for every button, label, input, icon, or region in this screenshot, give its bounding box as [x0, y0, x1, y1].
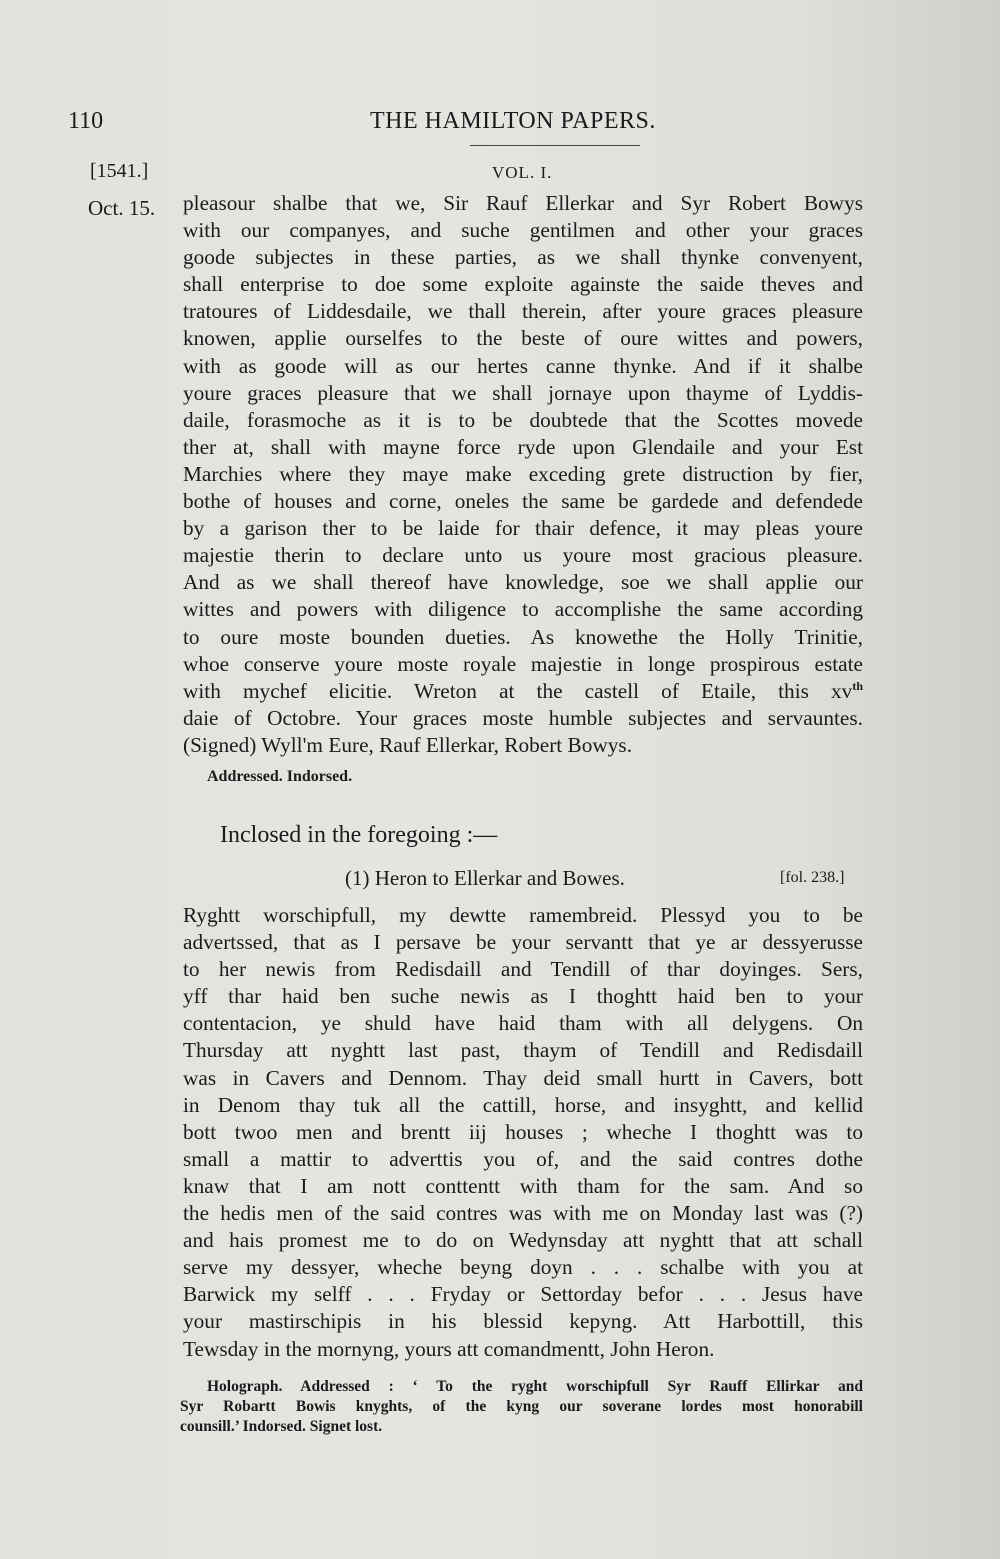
text-line: with as goode will as our hertes canne thynke. And if it shalbe: [183, 353, 863, 378]
text-line: wittes and powers with diligence to accomplishe the same according: [183, 597, 863, 622]
text-line: (Signed) Wyll'm Eure, Rauf Ellerkar, Robert Bowys.: [183, 732, 633, 757]
text-line: Holograph. Addressed : ‘ To the ryght worschipfull Syr Rauff Ellirkar and: [207, 1378, 863, 1395]
volume-label: VOL. I.: [492, 163, 553, 182]
text-line: daie of Octobre. Your graces moste humble subjectes and servauntes.: [183, 705, 863, 730]
folio-reference: [fol. 238.]: [780, 869, 845, 886]
text-line: in Denom thay tuk all the cattill, horse, and insyghtt, and kellid: [183, 1092, 863, 1117]
text-line: youre graces pleasure that we shall jornaye upon thayme of Lyddis-: [183, 380, 863, 405]
page-number: 110: [68, 108, 104, 134]
letter-two-note: [180, 1377, 863, 1437]
text-line: tratoures of Liddesdaile, we thall therein, after youre graces pleasure: [183, 299, 863, 324]
text-line: ther at, shall with mayne force ryde upon Glendaile and your Est: [183, 434, 863, 459]
margin-date: Oct. 15.: [88, 196, 156, 220]
text-line: Marchies where they maye make exceding grete distruction by fier,: [183, 461, 863, 486]
text-line: Barwick my selff . . . Fryday or Settorday befor . . . Jesus have: [183, 1282, 863, 1307]
running-title: THE HAMILTON PAPERS.: [370, 108, 656, 134]
text-line: goode subjectes in these parties, as we shall thynke convenyent,: [183, 245, 863, 270]
text-line: majestie therin to declare unto us youre most gracious pleasure.: [183, 543, 863, 568]
text-line: Thursday att nyghtt last past, thaym of Tendill and Redisdaill: [183, 1038, 863, 1063]
text-line: And as we shall thereof have knowledge, soe we shall applie our: [183, 570, 863, 595]
superscript: th: [852, 678, 863, 693]
text-line: contentacion, ye shuld have haid tham with all delygens. On: [183, 1011, 863, 1036]
text-line: bott twoo men and brentt iij houses ; wheche I thoghtt was to: [183, 1119, 863, 1144]
text-line: daile, forasmoche as it is to be doubtede that the Scottes movede: [183, 407, 863, 432]
text-line: by a garison ther to be laide for thair defence, it may pleas youre: [183, 516, 863, 541]
text-line: whoe conserve youre moste royale majestie in longe prospirous estate: [183, 651, 863, 676]
text-line: pleasour shalbe that we, Sir Rauf Ellerkar and Syr Robert Bowys: [183, 191, 863, 215]
text-line: counsill.’ Indorsed. Signet lost.: [180, 1418, 383, 1435]
text-line: Ryghtt worschipfull, my dewtte ramembreid. Plessyd you to be: [183, 903, 863, 927]
text-line: Tewsday in the mornyng, yours att comandmentt, John Heron.: [183, 1336, 715, 1361]
text-line: small a mattir to adverttis you of, and the said contres dothe: [183, 1146, 863, 1171]
text-line: knowen, applie ourselfes to the beste of oure wittes and powers,: [183, 326, 863, 351]
text-line: your mastirschipis in his blessid kepyng. Att Harbottill, this: [183, 1309, 863, 1334]
text-line: [183, 678, 863, 705]
text-line: and hais promest me to do on Wedynsday att nyghtt that att schall: [183, 1228, 863, 1253]
text-line: Syr Robartt Bowis knyghts, of the kyng our soverane lordes most honorabill: [180, 1398, 863, 1415]
text-line: the hedis men of the said contres was with me on Monday last was (?): [183, 1201, 863, 1226]
enclosure-subheading: (1) Heron to Ellerkar and Bowes.: [345, 866, 625, 890]
text-line: knaw that I am nott conttentt with tham for the sam. And so: [183, 1173, 863, 1198]
text-line: to her newis from Redisdaill and Tendill of thar doyinges. Sers,: [183, 957, 863, 982]
text-line: to oure moste bounden dueties. As knowethe the Holly Trinitie,: [183, 624, 863, 649]
letter-one-body: [183, 190, 863, 759]
text-line: bothe of houses and corne, oneles the same be gardede and defendede: [183, 489, 863, 514]
letter-two-body: [183, 902, 863, 1363]
text-line: advertssed, that as I persave be your servantt that ye ar dessyerusse: [183, 930, 863, 955]
header-rule: [470, 145, 640, 146]
text-line: was in Cavers and Dennom. Thay deid small hurtt in Cavers, bott: [183, 1065, 863, 1090]
text-line: shall enterprise to doe some exploite againste the saide theves and: [183, 272, 863, 297]
letter-one-note: Addressed. Indorsed.: [207, 768, 353, 785]
text-fragment: with mychef elicitie. Wreton at the castell of Etaile, this xv: [183, 678, 853, 703]
enclosure-heading: Inclosed in the foregoing :—: [220, 822, 498, 848]
margin-year: [1541.]: [90, 160, 149, 182]
text-line: yff thar haid ben suche newis as I thoghtt haid ben to your: [183, 984, 863, 1009]
text-line: serve my dessyer, wheche beyng doyn . . . schalbe with you at: [183, 1255, 863, 1280]
text-line: with our companyes, and suche gentilmen and other your graces: [183, 218, 863, 243]
